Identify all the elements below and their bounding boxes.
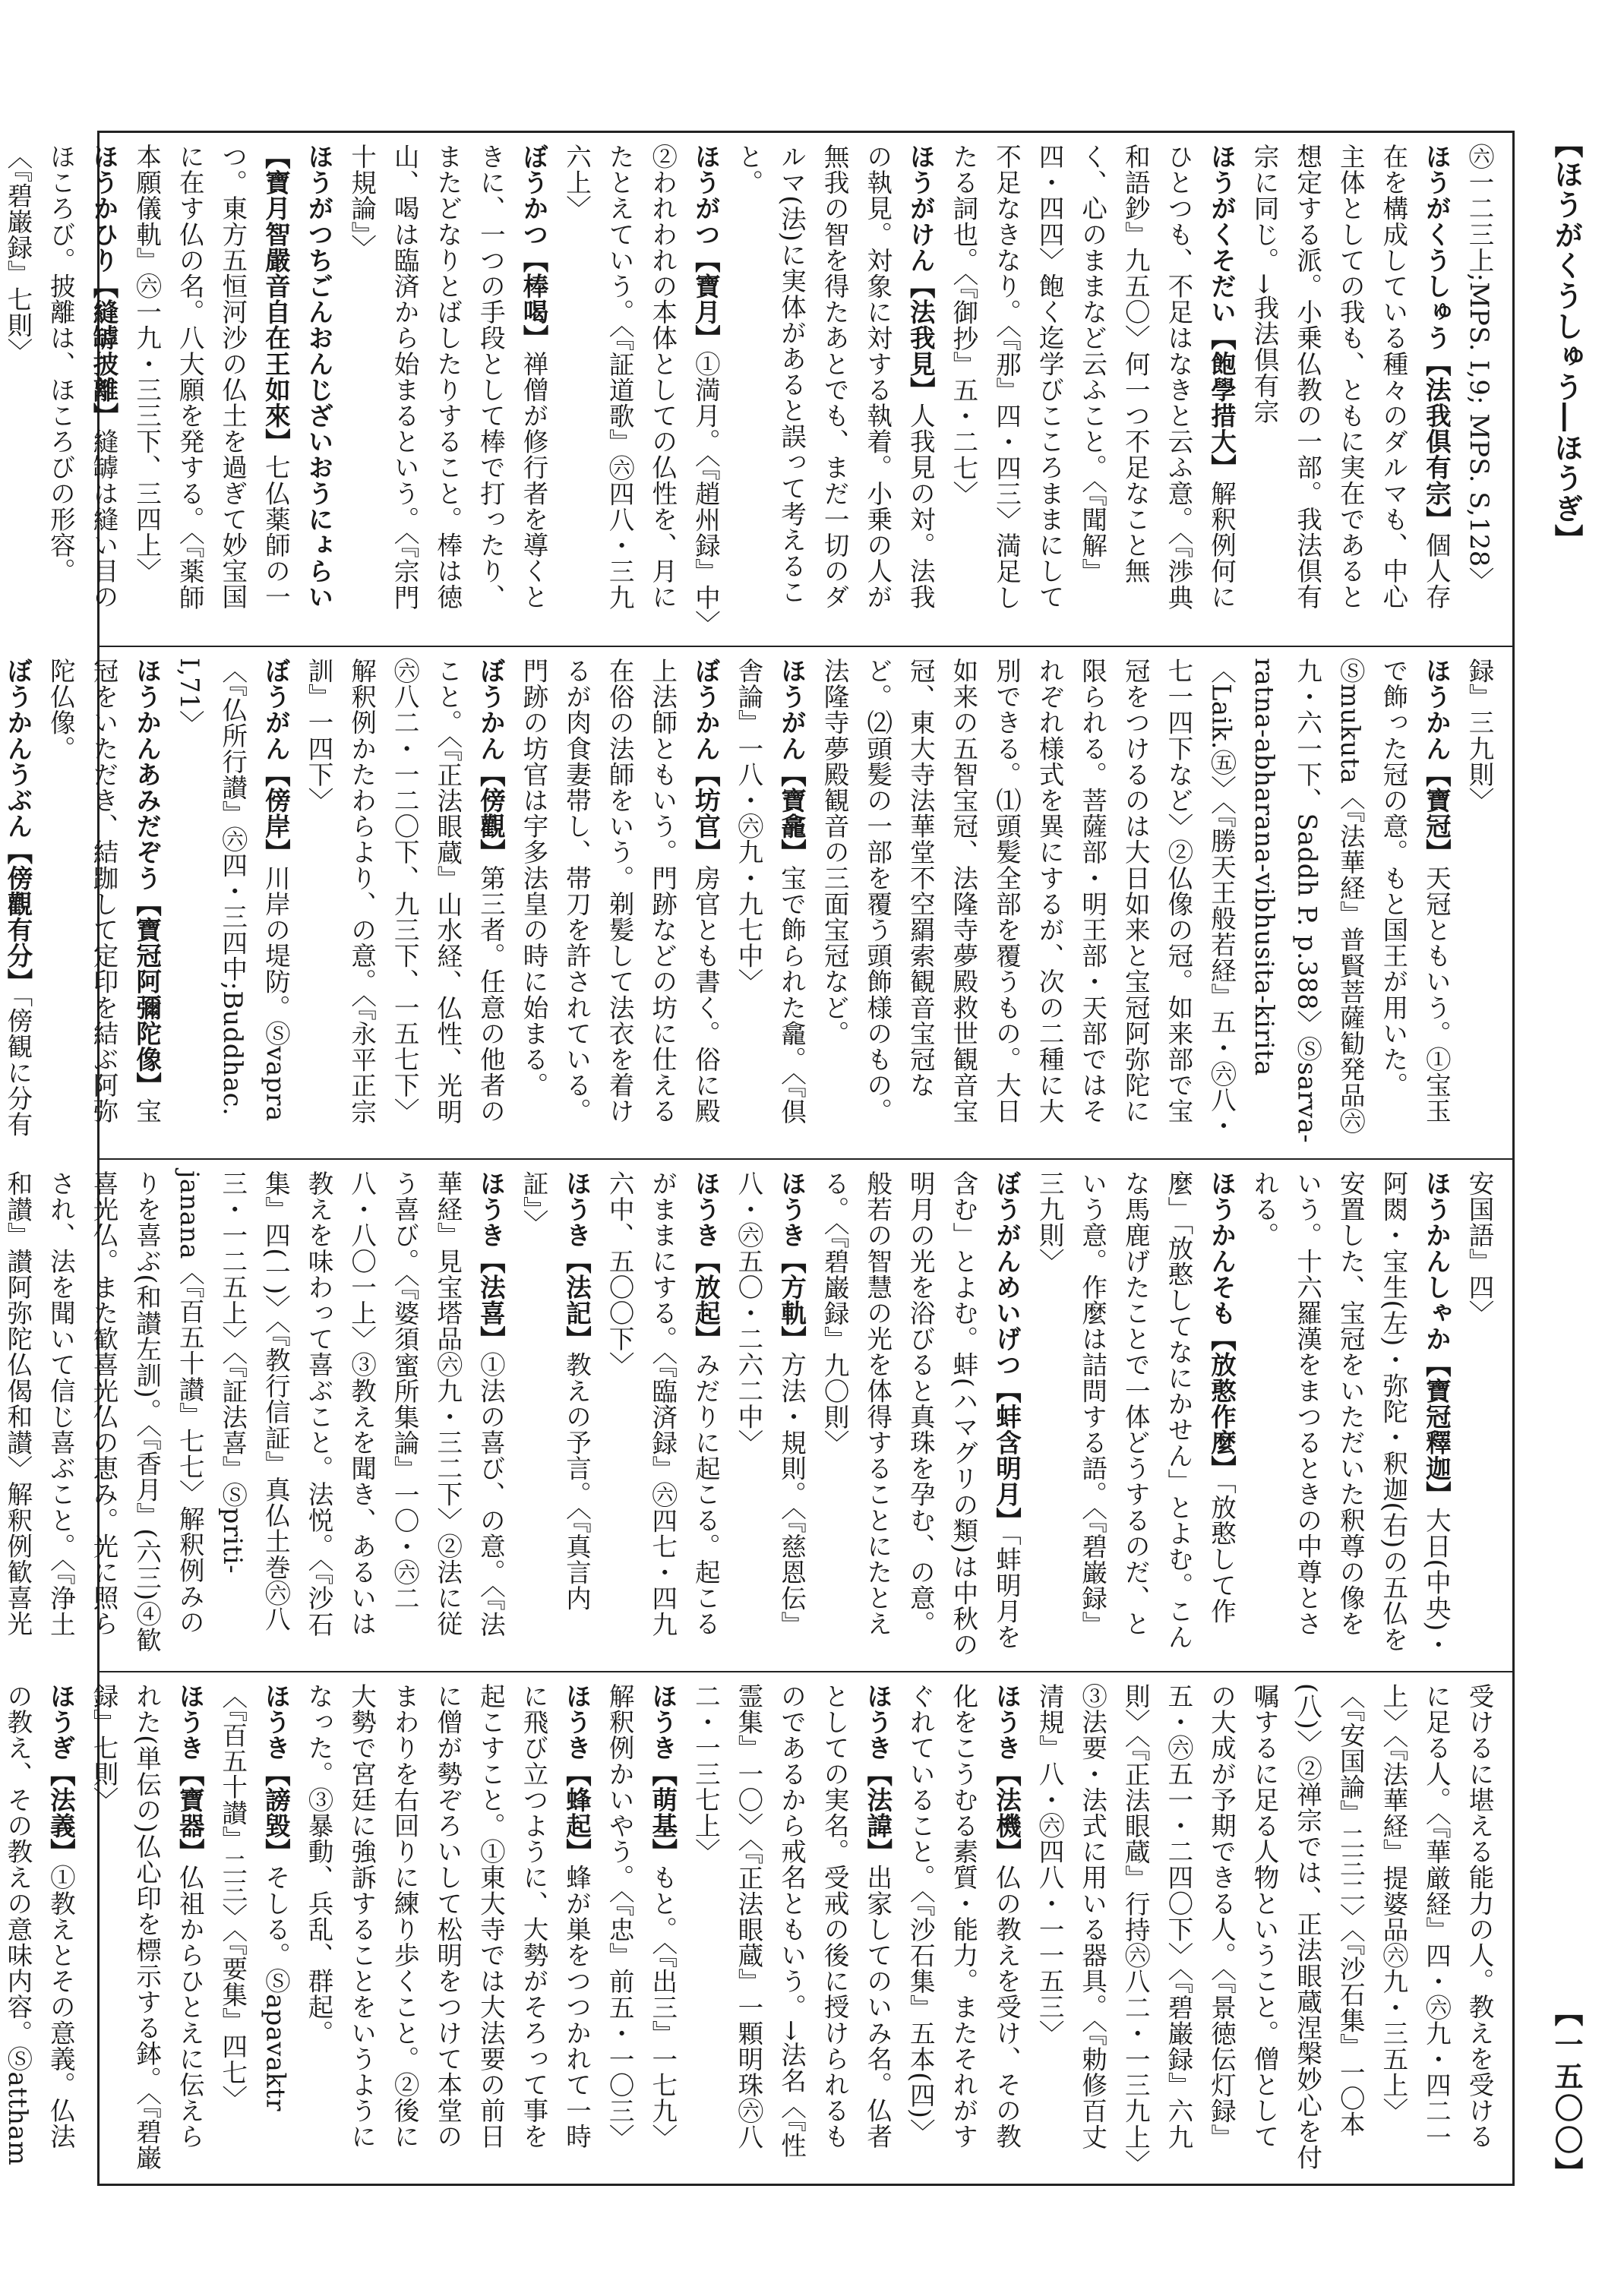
tier-4 <box>2 1671 1512 2185</box>
entry-kanji: 【法我倶有宗】 <box>1421 350 1452 532</box>
entry-kanji: 【謗毀】 <box>261 1761 291 1865</box>
dictionary-entry <box>1027 1170 1242 1660</box>
dictionary-entry <box>0 1683 81 2173</box>
entry-headword: ぼうがん <box>261 658 291 762</box>
dictionary-entry <box>1457 658 1500 1148</box>
tier-column <box>2 1683 1500 2173</box>
entry-definition: 受けるに堪える能力の人。教えを受けるに足る人。〈『華厳経』四・㊅九・四二一上〉〈『法華経』提婆品㊅九・三五上〉〈『安国論』二三二〉〈『沙石集』一〇本(八)〉②禅宗では、正法眼蔵涅槃妙心を付嘱するに足る人物ということ。僧としての大成が予期できる人。〈『景徳伝灯録』五・㊅五一・二四〇下〉〈『碧巌録』六九則〉〈『正法眼蔵』行持㊅八二・一三九上〉③法要・法式に用いる器具。〈『勅修百丈清規』八・㊅四八・一一五三〉 <box>1035 1683 1494 2171</box>
entry-headword: ほうき <box>991 1683 1022 1761</box>
dictionary-entry <box>598 1683 641 2173</box>
entry-definition: 方法・規則。〈『慈恩伝』八・㊅五〇・二六二中〉 <box>733 1170 807 1638</box>
entry-kanji: 【蜂起】 <box>561 1761 592 1865</box>
entry-headword: ぼうかんうぶん <box>2 658 33 839</box>
entry-kanji: 【寶冠阿彌陀像】 <box>131 890 162 1098</box>
dictionary-entry <box>899 1683 1028 2173</box>
entry-kanji: 【法諱】 <box>862 1761 893 1865</box>
dictionary-entry <box>1027 1683 1500 2173</box>
entry-definition: 安国語』四〉 <box>1464 1170 1494 1326</box>
dictionary-entry <box>0 658 39 1148</box>
entry-definition: 解釈例かいやう。〈『忠』前五・一〇三〉 <box>605 1683 635 2150</box>
entry-headword: ほうがん <box>776 658 807 762</box>
dictionary-entry <box>39 658 168 1148</box>
entry-kanji: 【傍岸】 <box>261 761 291 865</box>
dictionary-entry <box>726 1170 812 1660</box>
entry-definition: そしる。Ⓢapavaktr〈『百五十讃』二三〉〈『要集』四七〉 <box>217 1683 291 2112</box>
dictionary-entry <box>813 1170 1028 1660</box>
entry-kanji: 【坊官】 <box>690 761 721 865</box>
entry-kanji: 【放起】 <box>690 1248 721 1352</box>
dictionary-entry <box>340 144 554 633</box>
tier-column <box>2 1170 1500 1660</box>
entry-definition: ①教えとその意義。仏法の教え、その教えの意味内容。Ⓢattham <box>2 1683 76 2166</box>
dictionary-entry <box>511 1170 597 1660</box>
dictionary-entry <box>1457 1170 1500 1660</box>
entry-definition: 「傍観に分有 <box>2 994 33 1138</box>
entry-headword: ほうき <box>261 1683 291 1761</box>
entry-definition: 解釈例何にひとつも、不足はなきと云ふ意。〈『渉典和語鈔』九五〇〉何一つ不足なこと無く、心のままなど云ふこと。〈『聞解』四・四四〉飽く迄学びこころままにして不足なきなり。〈『那』四・四三〉満足したる詞也。〈『御抄』五・二七〉 <box>948 144 1237 611</box>
entry-headword: ほうかんしゃか <box>1421 1170 1452 1352</box>
dictionary-entry <box>168 658 297 1148</box>
entry-kanji: 【傍觀】 <box>476 761 506 865</box>
entry-kanji: 【法我見】 <box>905 273 936 403</box>
entry-definition: 「放憨して作麼」「放憨してなにかせん」とよむ。こんな馬鹿げたことで一体どうするのだ、という意。作麼は詰問する語。〈『碧巌録』三九則〉 <box>1035 1170 1237 1650</box>
entry-definition: ①法の喜び、の意。〈『法華経』見宝塔品㊅九・三二下〉②法に従う喜び。〈『婆須蜜所集論』一〇・㊅二八・八〇一上〉③教えを聞き、あるいは教えを味わって喜ぶこと。法悦。〈『沙石集』四(一)〉〈『教行信証』真仏土巻㊅八三・一二五上〉〈『証法喜』Ⓢpriti-janana〈『百五十讃』七七〉解釈例みのりを喜ぶ(和讃左訓)。〈『香月』(六三)④歓喜光仏。また歓喜光仏の恵み。光に照らされ、法を聞いて信じ喜ぶこと。〈『浄土和讃』讃阿弥陀仏偈和讃〉解釈例歓喜光 <box>2 1170 506 1653</box>
dictionary-entry <box>941 144 1242 633</box>
entry-definition: みだりに起こる。起こるがままにする。〈『臨済録』㊅四七・四九六中、五〇〇下〉 <box>605 1170 721 1638</box>
entry-definition: 個人存在を構成している種々のダルマも、中心主体としての我も、ともに実在であると想定する派。小乗仏教の一部。我法倶有宗に同じ。→我法倶有宗 <box>1250 144 1452 610</box>
tier-1 <box>2 133 1512 646</box>
entry-kanji: 【法記】 <box>561 1248 592 1352</box>
entry-headword: ぼうがんめいげつ <box>991 1170 1022 1378</box>
entry-kanji: 【法機】 <box>991 1761 1022 1865</box>
dictionary-entry <box>0 144 125 633</box>
entry-headword: ほうかひり <box>89 144 118 273</box>
dictionary-entry <box>511 658 726 1148</box>
entry-definition: 出家してのいみ名。仏者としての実名。受戒の後に授けられるものであるから戒名ともいう。→法名〈『性霊集』一〇〉〈『正法眼蔵』一顆明珠㊅八二・一三七上〉 <box>690 1683 893 2159</box>
entry-headword: ほうかんあみだぞう <box>131 658 162 891</box>
entry-definition: 録』三九則〉 <box>1464 658 1494 813</box>
dictionary-entry <box>1242 144 1457 633</box>
entry-kanji: 【法喜】 <box>476 1248 506 1352</box>
entry-headword: ほうき <box>690 1170 721 1249</box>
entry-definition: 七仏薬師の一つ。東方五恒河沙の仏土を過ぎて妙宝国に在す仏の名。八大願を発する。〈『薬師本願儀軌』㊅一九・三三下、三四上〉 <box>131 144 291 611</box>
dictionary-entry <box>726 144 941 633</box>
dictionary-entry <box>1457 144 1500 633</box>
dictionary-entry <box>296 1683 597 2173</box>
entry-definition: ㊅一二三上;MPS. I,9; MPS. S,128〉 <box>1464 144 1494 593</box>
entry-kanji: 【縫罅披離】 <box>89 273 118 429</box>
entry-kanji: 【飽學措大】 <box>1206 324 1237 481</box>
dictionary-entry <box>0 1170 511 1660</box>
dictionary-entry <box>1242 1170 1457 1660</box>
entry-headword: ほうき <box>476 1170 506 1249</box>
entry-definition: 天冠ともいう。①宝玉で飾った冠の意。もと国王が用いた。Ⓢmukuta〈『法華経』普賢菩薩勧発品㊅九・六一下、Saddh P. p.388〉Ⓢsarva-ratna-abharana-vibhusita-kirita〈Laik.㊄〉〈『勝天王般若経』五・㊅八・七一四下など〉②仏像の冠。如来部で宝冠をつけるのは大日如来と宝冠阿弥陀に限られる。菩薩部・明王部・天部ではそれぞれ様式を異にするが、次の二種に大別できる。⑴頭髪全部を覆うもの。大日如来の五智宝冠、法隆寺夢殿救世観音宝冠、東大寺法華堂不空羂索観音宝冠など。⑵頭髪の一部を覆う頭飾様のもの。法隆寺夢殿観音の三面宝冠など。 <box>820 658 1452 1144</box>
entry-kanji: 【寶器】 <box>175 1761 205 1865</box>
entry-headword: ほうがつちごんおんじざいおうにょらい <box>303 144 333 610</box>
entry-kanji: 【棒喝】 <box>518 247 548 351</box>
entry-definition: 宝で飾られた龕。〈『倶舎論』一八・㊅九・九七中〉 <box>733 658 807 1125</box>
dictionary-entry <box>554 144 726 633</box>
entry-kanji: 【寶月智嚴音自在王如來】 <box>261 144 291 455</box>
entry-headword: ほうがけん <box>905 144 936 273</box>
entry-definition: 宝冠をいただき、結跏して定印を結ぶ阿弥陀仏像。 <box>46 658 162 1124</box>
entry-definition: 人我見の対。法我の執見。対象に対する執着。小乗の人が無我の智を得たあとでも、まだ一切のダルマ(法)に実体があると誤って考えること。 <box>733 144 936 610</box>
entry-definition: もと。〈『出三』一七九〉 <box>647 1864 678 2150</box>
dictionary-entry <box>296 658 511 1148</box>
entry-headword: ぼうかん <box>476 658 506 762</box>
entry-kanji: 【放憨作麼】 <box>1206 1325 1237 1482</box>
entry-kanji: 【萌基】 <box>647 1761 678 1865</box>
running-head: 【ほうがくうしゅう―ほうぎ】 <box>1550 129 1584 554</box>
entry-definition: ①満月。〈『趙州録』中〉②われわれの本体としての仏性を、月にたとえていう。〈『証道歌』㊅四八・三九六上〉 <box>561 144 721 624</box>
tier-column <box>2 144 1500 633</box>
entry-definition: 大日(中央)・阿閦・宝生(左)・弥陀・釈迦(右)の五仏を安置した、宝冠をいただいた釈尊の像をいう。十六羅漢をまつるときの中尊とされる。 <box>1250 1170 1452 1658</box>
entry-headword: ぼうかん <box>690 658 721 762</box>
tier-column <box>2 658 1500 1148</box>
entry-headword: ほうかんそも <box>1206 1170 1237 1326</box>
entry-definition: 仏の教えを受け、その教化をこうむる素質・能力。またそれがすぐれていること。〈『沙石集』五本(四)〉 <box>905 1683 1022 2149</box>
dictionary-entry <box>684 1683 899 2173</box>
dictionary-entry <box>598 1170 727 1660</box>
entry-definition: 仏祖からひとえに伝えられた(単伝の)仏心印を標示する鉢。〈『碧巌録』七則〉 <box>89 1683 205 2171</box>
entry-kanji: 【寶月】 <box>690 247 721 351</box>
entry-headword: ほうかん <box>1421 658 1452 762</box>
dictionary-entry <box>81 1683 210 2173</box>
dictionary-entry <box>125 144 340 633</box>
entry-headword: ほうがくそだい <box>1206 144 1237 325</box>
dictionary-entry <box>640 1683 684 2173</box>
dictionary-entry <box>210 1683 296 2173</box>
entry-definition: 第三者。任意の他者のこと。〈『正法眼蔵』山水経、仏性、光明㊅八二・一二〇下、九三下、一五七下〉解釈例かたわらより、の意。〈『永平正宗訓』一四下〉 <box>303 658 506 1125</box>
entry-kanji: 【寶冠釋迦】 <box>1421 1351 1452 1508</box>
entry-definition: 川岸の堤防。Ⓢvapra〈『仏所行讃』㊅四・三四中;Buddhac. I,71〉 <box>175 658 291 1122</box>
entry-kanji: 【蚌含明月】 <box>991 1377 1022 1533</box>
entry-definition: 蜂が巣をつつかれて一時に飛び立つように、大勢がそろって事を起こすこと。①東大寺では大法要の前日に僧が勢ぞろいして松明をつけて本堂のまわりを右回りに練り歩くこと。②後に大勢で宮廷に強訴することをいうようになった。③暴動、兵乱、群起。 <box>303 1683 592 2149</box>
dictionary-entry <box>813 658 1458 1148</box>
entry-headword: ほうき <box>862 1683 893 1761</box>
entry-headword: ほうき <box>647 1683 678 1761</box>
entry-kanji: 【法義】 <box>46 1761 76 1865</box>
entry-headword: ぼうかつ <box>518 144 548 248</box>
text-frame <box>2 131 1515 2186</box>
entry-headword: ほうぎ <box>46 1683 76 1761</box>
entry-definition: 禅僧が修行者を導くときに、一つの手段として棒で打ったり、またどなりとばしたりすること。棒は徳山、喝は臨済から始まるという。〈『宗門十規論』〉 <box>346 144 548 611</box>
entry-headword: ほうがくうしゅう <box>1421 144 1452 351</box>
entry-definition: 房官とも書く。俗に殿上法師ともいう。門跡などの坊に仕える在俗の法師をいう。剃髪して法衣を着けるが肉食妻帯し、帯刀を許されている。門跡の坊官は宇多法皇の時に始まる。 <box>518 658 721 1124</box>
entry-kanji: 【寶冠】 <box>1421 761 1452 865</box>
entry-headword: ほうき <box>561 1683 592 1761</box>
entry-headword: ほうき <box>561 1170 592 1249</box>
tier-3 <box>2 1158 1512 1672</box>
entry-headword: ほうき <box>175 1683 205 1761</box>
dictionary-entry <box>726 658 812 1148</box>
entry-definition: 教えの予言。〈『真言内証』〉 <box>518 1170 592 1612</box>
tier-2 <box>2 646 1512 1160</box>
entry-headword: ほうがつ <box>690 144 721 248</box>
entry-kanji: 【寶龕】 <box>776 761 807 865</box>
page-number: 【一五〇〇】 <box>1550 1998 1584 2189</box>
entry-kanji: 【傍觀有分】 <box>2 839 33 995</box>
entry-definition: 縫罅は縫い目のほころび。披離は、ほころびの形容。〈『碧巌録』七則〉 <box>2 144 118 610</box>
entry-kanji: 【方軌】 <box>776 1248 807 1352</box>
entry-definition: 「蚌明月を含む」とよむ。蚌(ハマグリの類)は中秋の明月の光を浴びると真珠を孕む、の意。般若の智慧の光を体得することにたとえる。〈『碧巌録』九〇則〉 <box>820 1170 1022 1658</box>
entry-headword: ほうき <box>776 1170 807 1249</box>
